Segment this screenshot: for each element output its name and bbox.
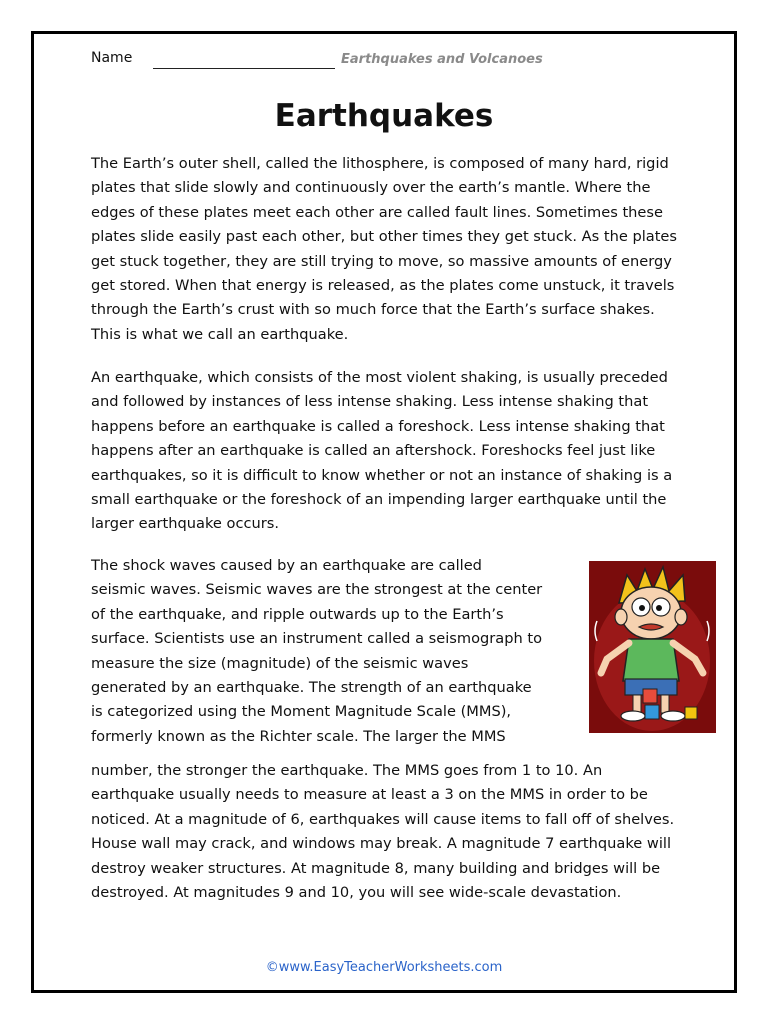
name-field-line <box>153 68 335 69</box>
paragraph-lithosphere: The Earth’s outer shell, called the lithosphere, is composed of many hard, rigid plates that slide slowly and continuously over the earth’s mantle. Where the edges of these plates meet each other are called fault lines. Sometimes these plates slide easily past each other, but other times they get stuck. As the plates get stuck together, they are still trying to move, so massive amounts of energy get stored. When that energy is released, as the plates come unstuck, it travels through the Earth’s crust with so much force that the Earth’s surface shakes. This is what we call an earthquake. <box>91 155 678 343</box>
worksheet-header <box>91 48 611 72</box>
paragraph-foreshock: An earthquake, which consists of the most violent shaking, is usually preceded and followed by instances of less intense shaking. Less intense shaking that happens before an earthquake is called a foreshock. Less intense shaking that happens after an earthquake is called an aftershock. Foreshocks feel just like earthquakes, so it is difficult to know whether or not an instance of shaking is a small earthquake or the foreshock of an impending larger earthquake until the larger earthquake occurs. <box>91 369 673 533</box>
paragraph-magnitude-scale: number, the stronger the earthquake. The MMS goes from 1 to 10. An earthquake usually needs to measure at least a 3 on the MMS in order to be noticed. At a magnitude of 6, earthquakes will cause items to fall off of shelves. House wall may crack, and windows may break. A magnitude 7 earthquake will destroy weaker structures. At magnitude 8, many building and bridges will be destroyed. At magnitudes 9 and 10, you will see wide-scale devastation. <box>91 762 675 902</box>
text-line: generated by an earthquake. The strength of an earthquake <box>91 679 532 697</box>
text-line: The shock waves caused by an earthquake are called <box>91 557 482 574</box>
page-title: Earthquakes <box>274 98 494 134</box>
name-label: Name <box>91 50 133 66</box>
footer-website-link[interactable]: ©www.EasyTeacherWorksheets.com <box>265 960 503 975</box>
cartoon-boy-shaking-icon <box>589 561 716 733</box>
text-line: surface. Scientists use an instrument called a seismograph to <box>91 630 543 648</box>
paragraph-seismic-waves <box>91 554 573 749</box>
text-line: is categorized using the Moment Magnitude Scale (MMS), <box>91 703 512 721</box>
text-line: seismic waves. Seismic waves are the strongest at the center <box>91 581 543 599</box>
text-line: formerly known as the Richter scale. The larger the MMS <box>91 727 506 745</box>
text-line: of the earthquake, and ripple outwards up to the Earth’s <box>91 605 504 623</box>
subject-heading: Earthquakes and Volcanoes <box>341 52 543 67</box>
text-line: measure the size (magnitude) of the seismic waves <box>91 654 469 672</box>
